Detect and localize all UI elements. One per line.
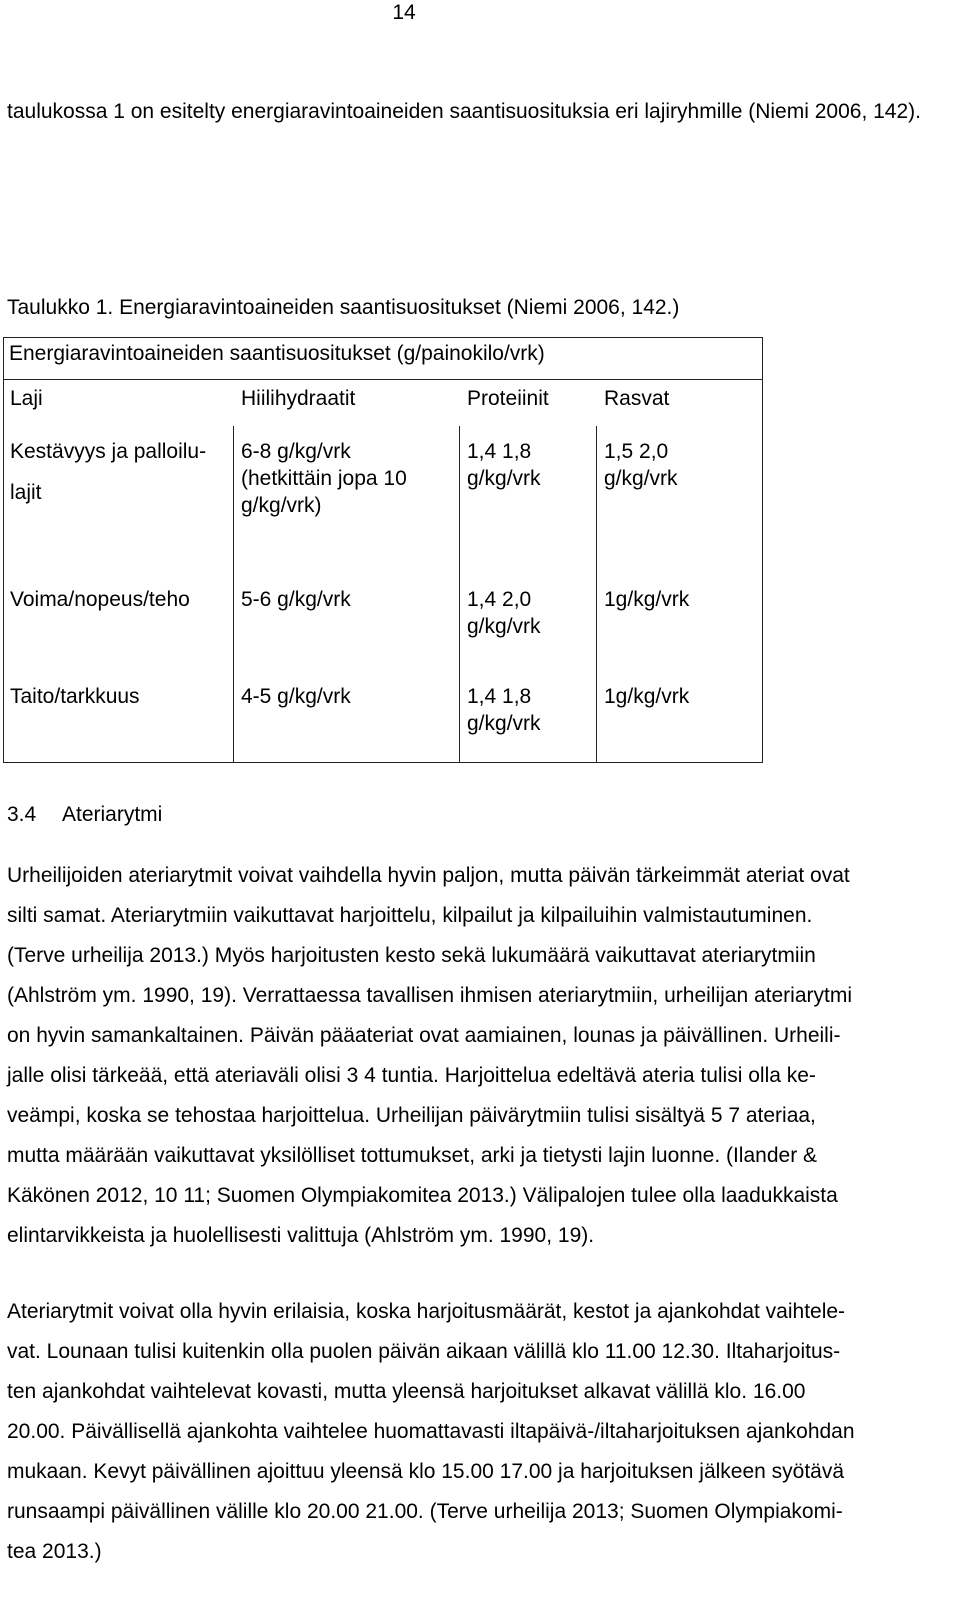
sport-cell: [10, 438, 206, 506]
paragraph-line: ten ajankohdat vaihtelevat kovasti, mutta yleensä harjoitukset alkavat välillä klo. 16.00: [7, 1380, 806, 1403]
column-divider: [596, 426, 597, 762]
table-caption: Taulukko 1. Energiaravintoaineiden saantisuositukset (Niemi 2006, 142.): [7, 296, 680, 319]
cell-line: g/kg/vrk: [467, 615, 541, 638]
section-heading: [7, 800, 162, 830]
paragraph-line: 20.00. Päivällisellä ajankohta vaihtelee huomattavasti iltapäivä-/iltaharjoituksen ajankohdan: [7, 1420, 855, 1443]
nutrient-table: [3, 337, 763, 763]
cell-line: lajit: [10, 481, 42, 504]
cell-line: Kestävyys ja palloilu-: [10, 440, 207, 463]
carbs-cell: [241, 683, 351, 710]
paragraph-line: (Terve urheilija 2013.) Myös harjoitusten kesto sekä lukumäärä vaikuttavat ateriarytmiin: [7, 944, 816, 967]
cell-line: 1,4 2,0: [467, 588, 532, 611]
cell-line: Voima/nopeus/teho: [10, 588, 190, 611]
paragraph-line: (Ahlström ym. 1990, 19). Verrattaessa tavallisen ihmisen ateriarytmiin, urheilijan ateriarytmi: [7, 984, 852, 1007]
protein-cell: [467, 586, 541, 640]
cell-line: g/kg/vrk: [604, 467, 678, 490]
paragraph-line: silti samat. Ateriarytmiin vaikuttavat harjoittelu, kilpailut ja kilpailuihin valmistautuminen.: [7, 904, 813, 927]
paragraph-line: Käkönen 2012, 10 11; Suomen Olympiakomitea 2013.) Välipalojen tulee olla laadukkaista: [7, 1184, 838, 1207]
paragraph-line: mutta määrään vaikuttavat yksilölliset tottumukset, arki ja tietysti lajin luonne. (Ilander &: [7, 1144, 818, 1167]
fat-cell: [604, 438, 678, 492]
paragraph-line: Urheilijoiden ateriarytmit voivat vaihdella hyvin paljon, mutta päivän tärkeimmät ateriat ovat: [7, 864, 850, 887]
paragraph-line: jalle olisi tärkeää, että ateriaväli olisi 3 4 tuntia. Harjoittelua edeltävä ateria tulisi olla ke-: [7, 1064, 816, 1087]
fat-cell: [604, 586, 689, 613]
column-header-carbs: Hiilihydraatit: [241, 387, 356, 410]
column-header-sport: Laji: [10, 387, 43, 410]
body-paragraph: [7, 1292, 932, 1572]
cell-line: 1,5 2,0: [604, 440, 669, 463]
cell-line: g/kg/vrk: [467, 467, 541, 490]
cell-line: 1,4 1,8: [467, 440, 532, 463]
cell-line: 5-6 g/kg/vrk: [241, 588, 351, 611]
section-title: Ateriarytmi: [62, 803, 163, 826]
protein-cell: [467, 438, 541, 492]
cell-line: Taito/tarkkuus: [10, 685, 140, 708]
paragraph-line: elintarvikkeista ja huolellisesti valittuja (Ahlström ym. 1990, 19).: [7, 1224, 595, 1247]
fat-cell: [604, 683, 689, 710]
paragraph-line: on hyvin samankaltainen. Päivän pääateriat ovat aamiainen, lounas ja päivällinen. Urheili-: [7, 1024, 841, 1047]
paragraph-line: mukaan. Kevyt päivällinen ajoittuu yleensä klo 15.00 17.00 ja harjoituksen jälkeen syötävä: [7, 1460, 845, 1483]
paragraph-line: veämpi, koska se tehostaa harjoittelua. Urheilijan päivärytmiin tulisi sisältyä 5 7 ateriaa,: [7, 1104, 816, 1127]
table-header: [4, 338, 762, 380]
cell-line: 6-8 g/kg/vrk: [241, 440, 351, 463]
cell-line: (hetkittäin jopa 10: [241, 467, 407, 490]
section-number: 3.4: [7, 803, 37, 826]
body-paragraph: [7, 856, 932, 1256]
cell-line: 1g/kg/vrk: [604, 685, 690, 708]
sport-cell: [10, 683, 140, 710]
column-header-fat: Rasvat: [604, 387, 670, 410]
carbs-cell: [241, 438, 407, 519]
paragraph-line: tea 2013.): [7, 1540, 102, 1563]
protein-cell: [467, 683, 541, 737]
cell-line: 1g/kg/vrk: [604, 588, 690, 611]
page-number: 14: [392, 1, 416, 24]
column-divider: [459, 426, 460, 762]
cell-line: g/kg/vrk: [467, 712, 541, 735]
paragraph-line: runsaampi päivällinen välille klo 20.00 21.00. (Terve urheilija 2013; Suomen Olympiakomi-: [7, 1500, 843, 1523]
cell-line: 4-5 g/kg/vrk: [241, 685, 351, 708]
paragraph-line: Ateriarytmit voivat olla hyvin erilaisia, koska harjoitusmäärät, kestot ja ajankohdat vaihtele-: [7, 1300, 846, 1323]
sport-cell: [10, 586, 190, 613]
column-divider: [233, 426, 234, 762]
table-header-title: Energiaravintoaineiden saantisuositukset (g/painokilo/vrk): [9, 342, 545, 365]
carbs-cell: [241, 586, 351, 613]
paragraph-line: vat. Lounaan tulisi kuitenkin olla puolen päivän aikaan välillä klo 11.00 12.30. Iltaharjoitus-: [7, 1340, 841, 1363]
cell-line: 1,4 1,8: [467, 685, 532, 708]
cell-line: g/kg/vrk): [241, 494, 322, 517]
column-header-protein: Proteiinit: [467, 387, 549, 410]
intro-paragraph: taulukossa 1 on esitelty energiaravintoaineiden saantisuosituksia eri lajiryhmille (Niemi 2006, 142).: [7, 100, 921, 123]
